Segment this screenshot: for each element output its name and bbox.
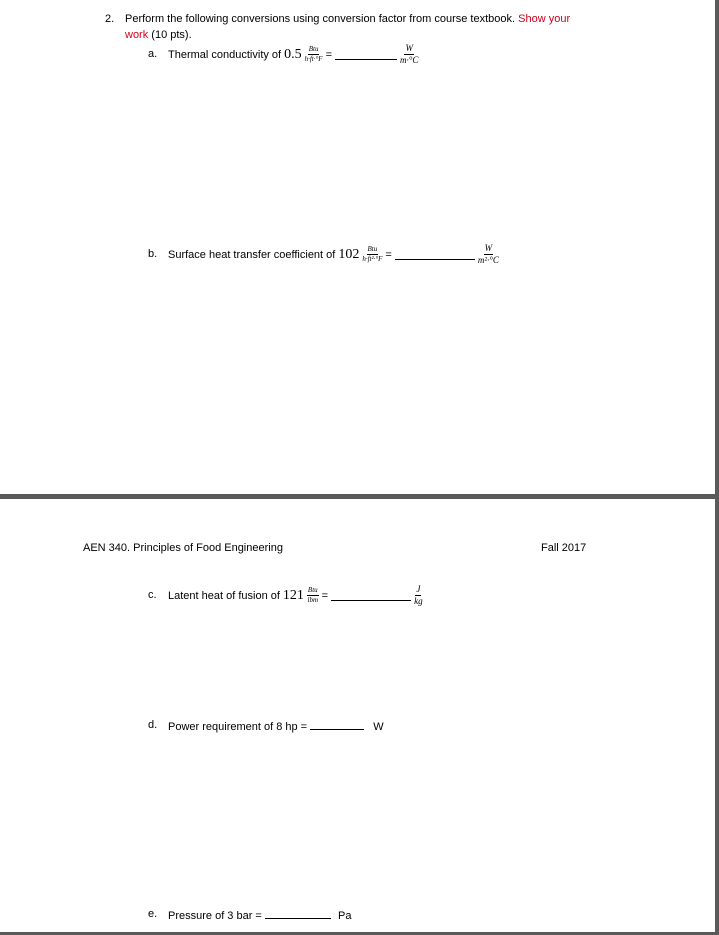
item-c-equals: = — [321, 589, 329, 602]
item-d-unit: W — [373, 721, 384, 733]
item-a-letter: a. — [148, 48, 158, 60]
item-a-equals: = — [325, 48, 333, 61]
course-header: AEN 340. Principles of Food Engineering — [83, 542, 283, 554]
item-d — [168, 719, 384, 733]
item-b-letter: b. — [148, 248, 158, 260]
item-b-to-unit: $\frac{W}{\text{m²·°C}}$ — [477, 243, 499, 265]
item-d-label: Power requirement of 8 hp = — [168, 721, 308, 733]
page-2 — [0, 499, 715, 932]
item-d-letter: d. — [148, 719, 158, 731]
item-b-equals: = — [385, 248, 392, 261]
item-a-to-unit: $\frac{W}{m\cdot^\circ C}$ — [400, 43, 419, 65]
item-c-label: Latent heat of fusion of — [168, 589, 280, 602]
item-e-letter: e. — [148, 908, 158, 920]
item-e-unit: Pa — [337, 910, 352, 922]
item-a-from-unit: $\frac{\text{Btu}}{h\cdot ft\cdot^\circ F}$ — [304, 45, 323, 63]
item-e — [168, 908, 351, 922]
right-border — [715, 0, 719, 935]
item-b-answer-blank[interactable] — [395, 249, 475, 260]
item-d-answer-blank[interactable] — [310, 719, 364, 730]
item-b — [168, 244, 499, 265]
item-b-label: Surface heat transfer coefficient of — [168, 248, 336, 261]
item-c-to-unit: $\frac{J}{kg}$ — [414, 584, 423, 606]
item-e-label: Pressure of 3 bar = — [168, 910, 262, 922]
question-number: 2. — [105, 13, 115, 25]
question-text-before: Perform the following conversions using conversion factor from course textbook. — [125, 13, 516, 25]
item-a-answer-blank[interactable] — [335, 49, 397, 60]
item-a-value: 0.5 — [284, 46, 302, 62]
item-c-letter: c. — [148, 589, 157, 601]
question-points: (10 pts). — [151, 29, 192, 41]
question-emphasis-work: work — [125, 29, 149, 41]
item-e-answer-blank[interactable] — [265, 908, 331, 919]
item-b-from-unit: $\frac{\text{Btu}}{\text{h·ft²·°F}}$ — [362, 245, 383, 263]
item-b-value: 102 — [338, 246, 360, 262]
item-c-from-unit: $\frac{\text{Btu}}{\text{lbm}}$ — [307, 586, 319, 604]
item-a-label: Thermal conductivity of — [168, 48, 282, 61]
question-emphasis-show-your: Show your — [518, 13, 571, 25]
question-text — [125, 13, 570, 25]
term-header: Fall 2017 — [541, 542, 587, 554]
question-text-line2 — [125, 29, 192, 41]
item-a — [168, 44, 418, 65]
item-c-answer-blank[interactable] — [331, 590, 411, 601]
item-c-value: 121 — [282, 587, 304, 603]
item-c — [168, 585, 423, 606]
